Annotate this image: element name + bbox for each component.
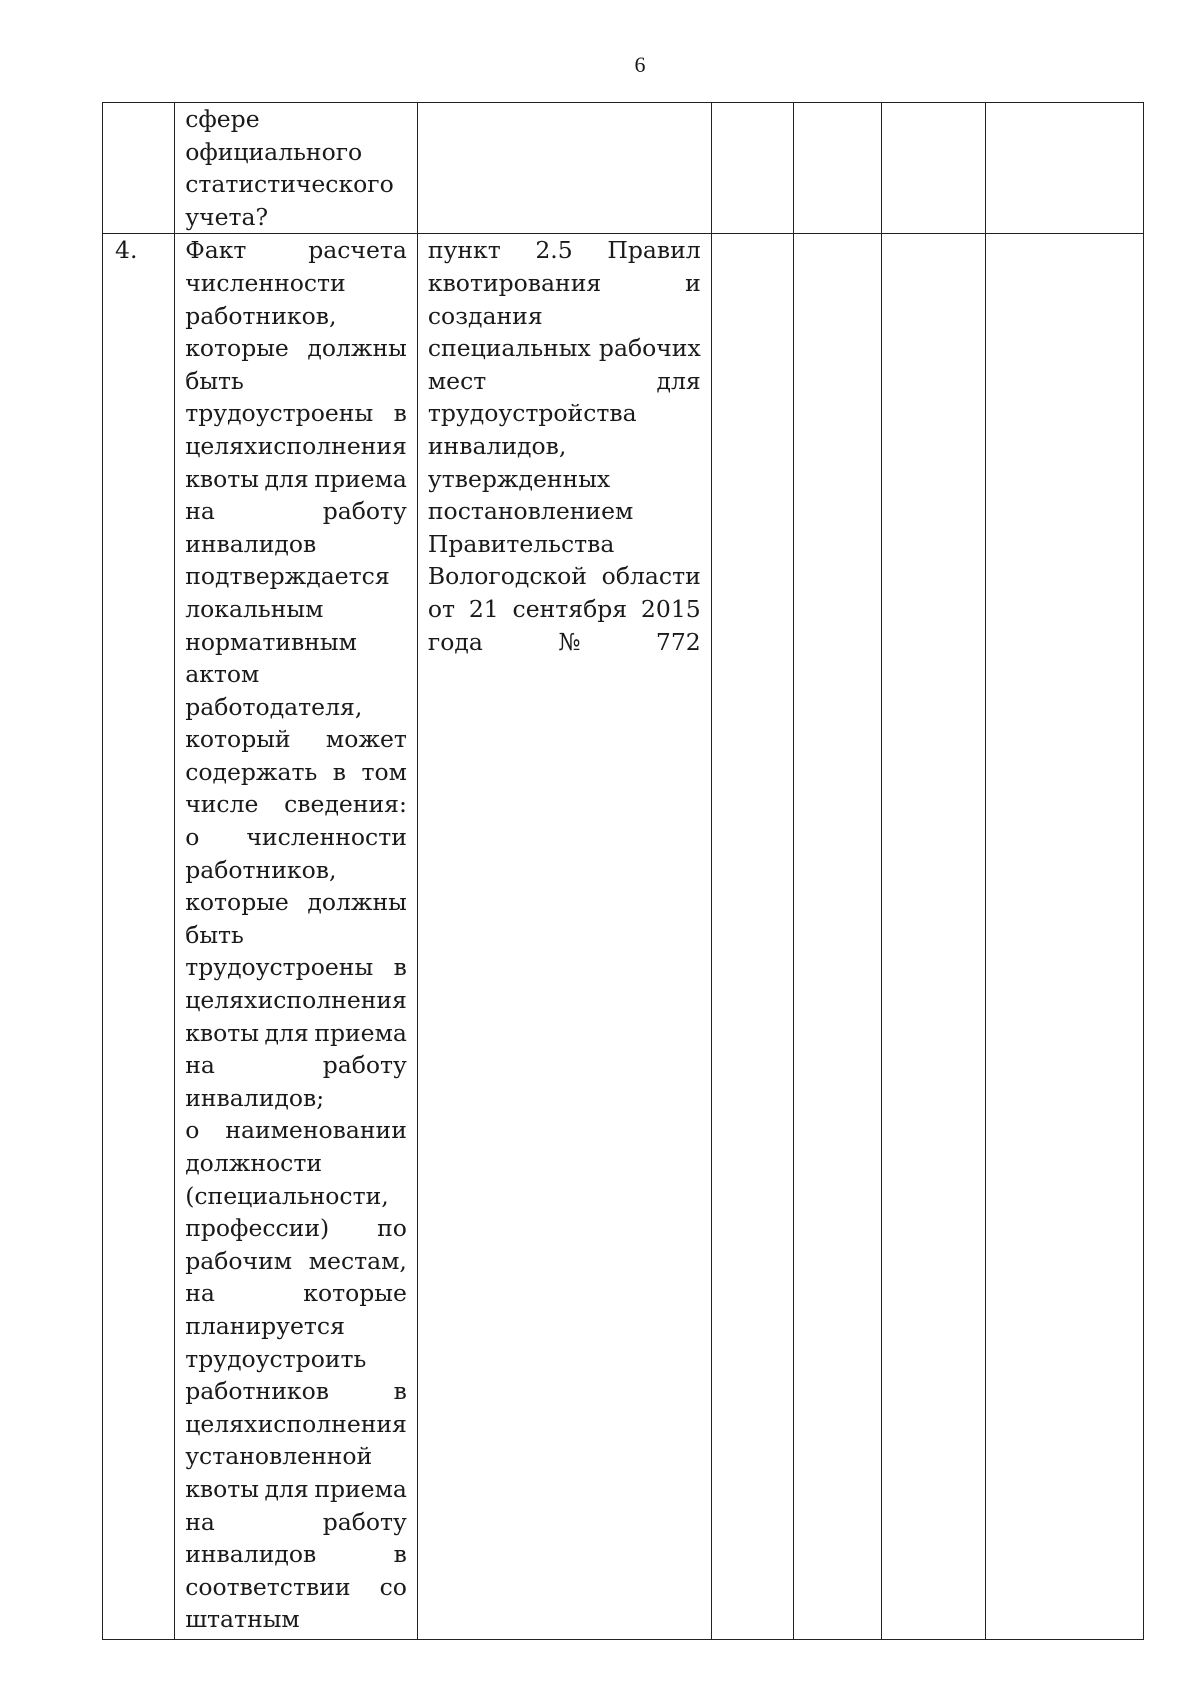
text-line: учета?	[185, 202, 269, 231]
text-word: создания	[427, 301, 543, 330]
text-word: от	[427, 594, 456, 623]
text-word: быть	[185, 920, 244, 949]
text-word: приема	[314, 464, 407, 493]
text-word: работников,	[185, 301, 337, 330]
text-line	[185, 854, 407, 887]
text-line	[428, 560, 701, 593]
text-word: по	[377, 1214, 407, 1243]
text-word: №	[558, 627, 581, 656]
text-line	[185, 1408, 407, 1441]
text-line: статистического	[185, 170, 394, 199]
text-word: в	[393, 1377, 407, 1406]
text-word: числе	[185, 790, 259, 819]
text-word: для	[656, 366, 701, 395]
text-word: рабочим	[185, 1246, 293, 1275]
reference-cell	[417, 103, 711, 234]
text-line	[185, 788, 407, 821]
text-word: 21	[468, 594, 499, 623]
text-line	[428, 397, 701, 430]
text-word: и	[685, 268, 701, 297]
text-line	[185, 756, 407, 789]
text-line	[185, 1212, 407, 1245]
text-word: на	[185, 497, 215, 526]
text-line	[185, 463, 407, 496]
text-line	[185, 1049, 407, 1082]
text-word: местам,	[308, 1246, 407, 1275]
text-word: подтверждается	[185, 562, 390, 591]
text-word: для	[264, 1474, 309, 1503]
text-word: трудоустройства	[427, 399, 637, 428]
text-line	[185, 1440, 407, 1473]
text-word: для	[264, 1018, 309, 1047]
text-word: работу	[322, 1051, 407, 1080]
text-word: быть	[185, 366, 244, 395]
text-word: на	[185, 1051, 215, 1080]
text-word: должности	[185, 1149, 323, 1177]
empty-cell	[882, 103, 985, 234]
text-word: соответствии	[185, 1572, 351, 1601]
text-word: о	[185, 1116, 200, 1145]
text-word: исполнения	[257, 986, 407, 1015]
text-line	[428, 528, 701, 561]
text-line	[428, 430, 701, 463]
text-line	[185, 332, 407, 365]
text-word: исполнения	[257, 431, 407, 460]
text-line	[185, 1506, 407, 1539]
question-cell	[175, 103, 418, 234]
empty-cell	[711, 234, 793, 1640]
text-word: квоты	[185, 1474, 259, 1503]
empty-cell	[985, 103, 1143, 234]
text-line	[185, 1473, 407, 1506]
text-line: официального	[185, 137, 363, 166]
text-word: работников	[185, 1377, 329, 1406]
text-line	[185, 821, 407, 854]
text-word: квоты	[185, 1018, 259, 1047]
text-line	[185, 886, 407, 919]
text-line	[185, 658, 407, 691]
text-line	[428, 267, 701, 300]
text-word: том	[361, 757, 407, 786]
text-word: установленной	[185, 1442, 373, 1471]
text-word: приема	[314, 1018, 407, 1047]
text-word: пункт	[427, 236, 501, 265]
text-word: целях	[185, 986, 258, 1015]
text-word: (специальности,	[185, 1181, 389, 1210]
text-line: сфере	[185, 105, 260, 133]
text-line	[428, 332, 701, 365]
text-word: численности	[185, 268, 346, 297]
text-word: нормативным	[185, 627, 357, 656]
text-line	[428, 234, 701, 267]
text-word: который	[185, 725, 291, 754]
text-word: сентября	[512, 594, 628, 623]
text-word: 772	[655, 627, 701, 656]
empty-cell	[711, 103, 793, 234]
text-word: наименовании	[225, 1116, 407, 1145]
text-word: инвалидов	[185, 529, 317, 558]
text-word: инвалидов,	[427, 431, 567, 460]
text-word: должны	[307, 888, 407, 917]
text-word: расчета	[308, 236, 407, 265]
text-word: исполнения	[257, 1409, 407, 1438]
text-word: мест	[427, 366, 487, 395]
text-word: Правил	[607, 236, 701, 265]
text-line	[185, 593, 407, 626]
text-line	[185, 1147, 407, 1180]
text-line	[185, 495, 407, 528]
text-line	[428, 593, 701, 626]
text-line	[185, 300, 407, 333]
text-word: которые	[185, 334, 289, 363]
text-line	[185, 1603, 407, 1636]
empty-cell	[985, 234, 1143, 1640]
text-word: должны	[307, 334, 407, 363]
text-word: которые	[185, 888, 289, 917]
text-word: в	[393, 399, 407, 428]
reference-cell	[417, 234, 711, 1640]
text-word: целях	[185, 431, 258, 460]
text-word: численности	[246, 823, 407, 852]
question-cell	[175, 234, 418, 1640]
text-word: работников,	[185, 855, 337, 884]
text-line	[185, 1180, 407, 1213]
text-line	[185, 1082, 407, 1115]
text-line	[185, 691, 407, 724]
text-word: Правительства	[427, 529, 615, 558]
text-word: рабочих	[598, 334, 701, 363]
text-line	[185, 1277, 407, 1310]
question-text	[175, 103, 417, 233]
text-word: трудоустроены	[185, 953, 374, 982]
text-line	[185, 1017, 407, 1050]
text-line	[185, 365, 407, 398]
table-row-continued	[103, 103, 1144, 234]
text-word: в	[393, 1540, 407, 1569]
text-word: квоты	[185, 464, 259, 493]
text-word: содержать	[185, 757, 318, 786]
text-word: актом	[185, 660, 260, 689]
text-word: области	[601, 562, 701, 591]
text-line	[185, 1538, 407, 1571]
text-word: инвалидов;	[185, 1083, 325, 1112]
row-number-cell: 4.	[103, 234, 175, 1640]
row-number-cell	[103, 103, 175, 234]
text-word: о	[185, 823, 200, 852]
text-word: инвалидов	[185, 1540, 317, 1569]
text-word: со	[379, 1572, 407, 1601]
page-number: 6	[634, 52, 646, 77]
text-line	[185, 951, 407, 984]
text-word: сведения:	[284, 790, 407, 819]
text-word: Вологодской	[427, 562, 587, 591]
text-word: Факт	[185, 236, 247, 265]
text-word: которые	[303, 1279, 407, 1308]
text-word: может	[325, 725, 407, 754]
question-text	[175, 234, 417, 1636]
text-word: утвержденных	[427, 464, 611, 493]
text-word: локальным	[185, 594, 324, 623]
text-word: в	[393, 953, 407, 982]
text-word: года	[427, 627, 483, 656]
text-word: для	[264, 464, 309, 493]
text-word: работу	[322, 1507, 407, 1536]
text-line	[185, 397, 407, 430]
text-line	[185, 430, 407, 463]
text-line	[428, 626, 701, 659]
text-line	[185, 267, 407, 300]
text-word: 2015	[640, 594, 701, 623]
text-line	[185, 1245, 407, 1278]
text-word: профессии)	[185, 1214, 330, 1243]
text-word: в	[332, 757, 347, 786]
text-word: 2.5	[535, 236, 573, 265]
text-word: работу	[322, 497, 407, 526]
empty-cell	[882, 234, 985, 1640]
text-word: работодателя,	[185, 692, 363, 721]
text-line	[185, 1310, 407, 1343]
text-line	[185, 528, 407, 561]
text-line	[185, 1114, 407, 1147]
text-word: специальных	[427, 334, 591, 363]
text-line	[185, 723, 407, 756]
text-line	[185, 1343, 407, 1376]
text-line	[185, 984, 407, 1017]
text-line	[428, 495, 701, 528]
text-word: трудоустроены	[185, 399, 374, 428]
text-line	[185, 626, 407, 659]
text-line	[428, 365, 701, 398]
text-line	[428, 300, 701, 333]
text-line	[185, 1375, 407, 1408]
text-word: штатным	[185, 1605, 300, 1634]
text-word: целях	[185, 1409, 258, 1438]
checklist-table	[102, 102, 1144, 1640]
text-word: на	[185, 1279, 215, 1308]
text-line	[185, 560, 407, 593]
empty-cell	[793, 103, 881, 234]
text-word: планируется	[185, 1311, 345, 1340]
text-line	[428, 463, 701, 496]
text-word: на	[185, 1507, 215, 1536]
empty-cell	[793, 234, 881, 1640]
text-line	[185, 919, 407, 952]
text-line	[185, 1571, 407, 1604]
table-row-4	[103, 234, 1144, 1640]
text-word: квотирования	[427, 268, 602, 297]
text-line	[185, 234, 407, 267]
text-word: постановлением	[427, 497, 634, 526]
text-word: приема	[314, 1474, 407, 1503]
reference-text	[418, 234, 711, 658]
text-word: трудоустроить	[185, 1344, 367, 1373]
